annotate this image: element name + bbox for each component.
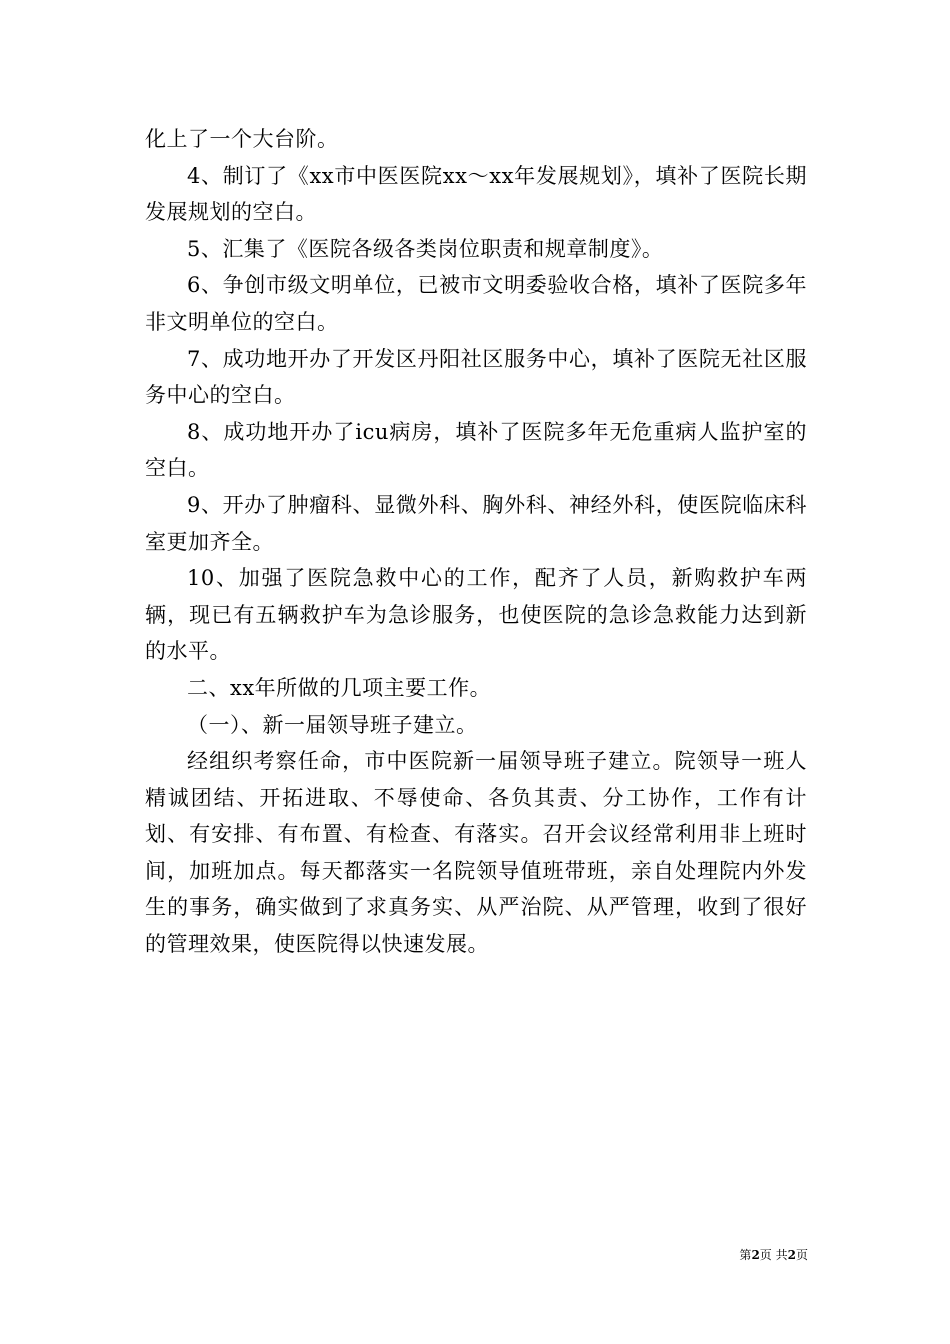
paragraph-item-9: 9、开办了肿瘤科、显微外科、胸外科、神经外科，使医院临床科室更加齐全。 xyxy=(145,492,807,554)
paragraph-item-7: 7、成功地开办了开发区丹阳社区服务中心，填补了医院无社区服务中心的空白。 xyxy=(145,346,807,408)
paragraph-item-4: 4、制订了《xx市中医医院xx～xx年发展规划》，填补了医院长期发展规划的空白。 xyxy=(145,163,807,225)
paragraph-item-5: 5、汇集了《医院各级各类岗位职责和规章制度》。 xyxy=(187,236,664,261)
paragraph-continuation: 化上了一个大台阶。 xyxy=(145,127,339,151)
paragraph-leadership: 经组织考察任命，市中医院新一届领导班子建立。院领导一班人精诚团结、开拓进取、不辱使命、各负其责、分工协作，工作有计划、有安排、有布置、有检查、有落实。召开会议经常利用非上班时间，加班加点。每天都落实一名院领导值班带班，亲自处理院内外发生的事务，确实做到了求真务实、从严治院、从严管理，收到了很好的管理效果，使医院得以快速发展。 xyxy=(145,749,807,957)
footer-total-pages: 2 xyxy=(787,1248,796,1262)
page-footer xyxy=(700,1247,808,1263)
document-body xyxy=(145,121,807,963)
footer-suffix: 页 xyxy=(795,1248,808,1262)
footer-prefix: 第 xyxy=(739,1248,752,1262)
paragraph-item-8: 8、成功地开办了icu病房，填补了医院多年无危重病人监护室的空白。 xyxy=(145,419,807,481)
footer-current-page: 2 xyxy=(751,1248,760,1262)
paragraph-item-6: 6、争创市级文明单位，已被市文明委验收合格，填补了医院多年非文明单位的空白。 xyxy=(145,273,807,334)
subsection-heading-1: （一）、新一届领导班子建立。 xyxy=(187,712,478,737)
paragraph-item-10: 10、加强了医院急救中心的工作，配齐了人员，新购救护车两辆，现已有五辆救护车为急诊服务，也使医院的急诊急救能力达到新的水平。 xyxy=(145,566,807,664)
footer-middle: 页 共 xyxy=(759,1248,788,1262)
section-heading-2: 二、xx年所做的几项主要工作。 xyxy=(187,675,492,700)
